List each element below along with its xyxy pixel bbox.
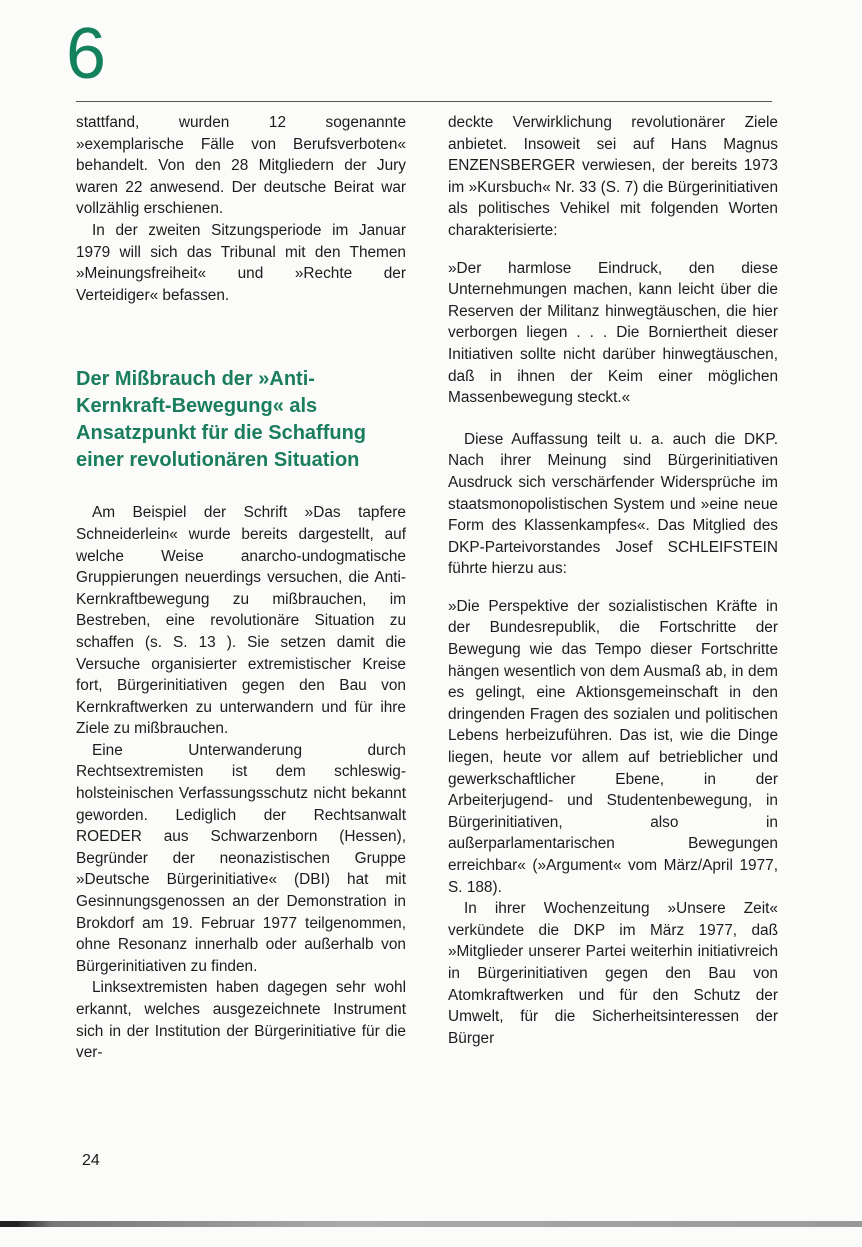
quote-schleifstein: »Die Perspektive der sozialistischen Kräfte in der Bundesrepublik, die Fortschritte der Bewegung wie das Tempo dieser Fortschritte hängen wesentlich von dem Ausmaß ab, in dem es gelingt, eine Aktionsgemeinschaft in den dringenden Fragen des sozialen und politischen Lebens herbeizuführen. Das ist, wie die Dinge liegen, heute vor allem auf betrieblicher und gewerkschaftlicher Ebene, in der Arbeiterjugend- und Studentenbewegung, in Bürgerinitiativen, also in außerparlamentarischen Bewegungen erreichbar« (»Argument« vom März/April 1977, S. 188). [448,597,778,896]
header-rule [76,101,772,102]
left-paragraph-3: Am Beispiel der Schrift »Das tapfere Schneiderlein« wurde bereits dargestellt, auf welche Weise anarcho-undogmatische Gruppierungen neuerdings versuchen, die Anti-Kernkraftbewegung zu mißbrauchen, im Bestreben, eine revolutionäre Situation zu schaffen (s. S. 13 ). Sie setzen damit die Versuche organisierter extremistischer Kreise fort, Bürgerinitiativen gegen den Bau von Kernkraftwerken zu unterwandern und für ihre Ziele zu mißbrauchen. [76,504,406,738]
right-paragraph-2: Diese Auffassung teilt u. a. auch die DKP. Nach ihrer Meinung sind Bürgerinitiativen Ausdruck sich verschärfender Widersprüche im staatsmonopolistischen System und »eine neue Form des Klassenkampfes«. Das Mitglied des DKP-Parteivorstandes Josef SCHLEIFSTEIN führte hierzu aus: [448,430,778,578]
right-paragraph-3: In ihrer Wochenzeitung »Unsere Zeit« verkündete die DKP im März 1977, daß »Mitglieder unserer Partei weiterhin initiativreich in Bürgerinitiativen gegen den Bau von Atomkraftwerken und für den Schutz der Umwelt, für die Sicherheitsinteressen der Bürger [448,900,778,1047]
right-column [448,112,778,1049]
left-paragraph-5: Linksextremisten haben dagegen sehr wohl erkannt, welches ausgezeichnete Instrument sich in der Institution der Bürgerinitiative für die ver- [76,979,406,1062]
page-number: 24 [82,1152,100,1169]
scan-edge-bar [0,1221,862,1227]
left-column [76,112,406,1064]
quote-enzensberger: »Der harmlose Eindruck, den diese Unternehmungen machen, kann leicht über die Reserven der Militanz hinwegtäuschen, die hier verborgen liegen . . . Die Borniertheit dieser Initiativen sollte nicht darüber hinwegtäuschen, daß in ihnen der Keim einer möglichen Massenbewegung steckt.« [448,259,778,407]
chapter-number: 6 [66,14,107,94]
right-paragraph-1: deckte Verwirklichung revolutionärer Ziele anbietet. Insoweit sei auf Hans Magnus ENZENSBERGER verwiesen, der bereits 1973 im »Kursbuch« Nr. 33 (S. 7) die Bürgerinitiativen als politisches Vehikel mit folgenden Worten charakterisierte: [448,114,778,239]
left-paragraph-4: Eine Unterwanderung durch Rechtsextremisten ist dem schleswig-holsteinischen Verfassungsschutz nicht bekannt geworden. Lediglich der Rechtsanwalt ROEDER aus Schwarzenborn (Hessen), Begründer der neonazistischen Gruppe »Deutsche Bürgerinitiative« (DBI) hat mit Gesinnungsgenossen an der Demonstration in Brokdorf am 19. Februar 1977 teilgenommen, ohne Resonanz innerhalb oder außerhalb von Bürgerinitiativen zu finden. [76,741,406,975]
section-heading: Der Mißbrauch der »Anti-Kernkraft-Bewegung« als Ansatzpunkt für die Schaffung einer revolutionären Situation [76,368,366,472]
left-paragraph-1: stattfand, wurden 12 sogenannte »exemplarische Fälle von Berufsverboten« behandelt. Von den 28 Mitgliedern der Jury waren 22 anwesend. Der deutsche Beirat war vollzählig erschienen. [76,114,406,218]
left-paragraph-2: In der zweiten Sitzungsperiode im Januar 1979 will sich das Tribunal mit den Themen »Meinungsfreiheit« und »Rechte der Verteidiger« befassen. [76,221,406,304]
